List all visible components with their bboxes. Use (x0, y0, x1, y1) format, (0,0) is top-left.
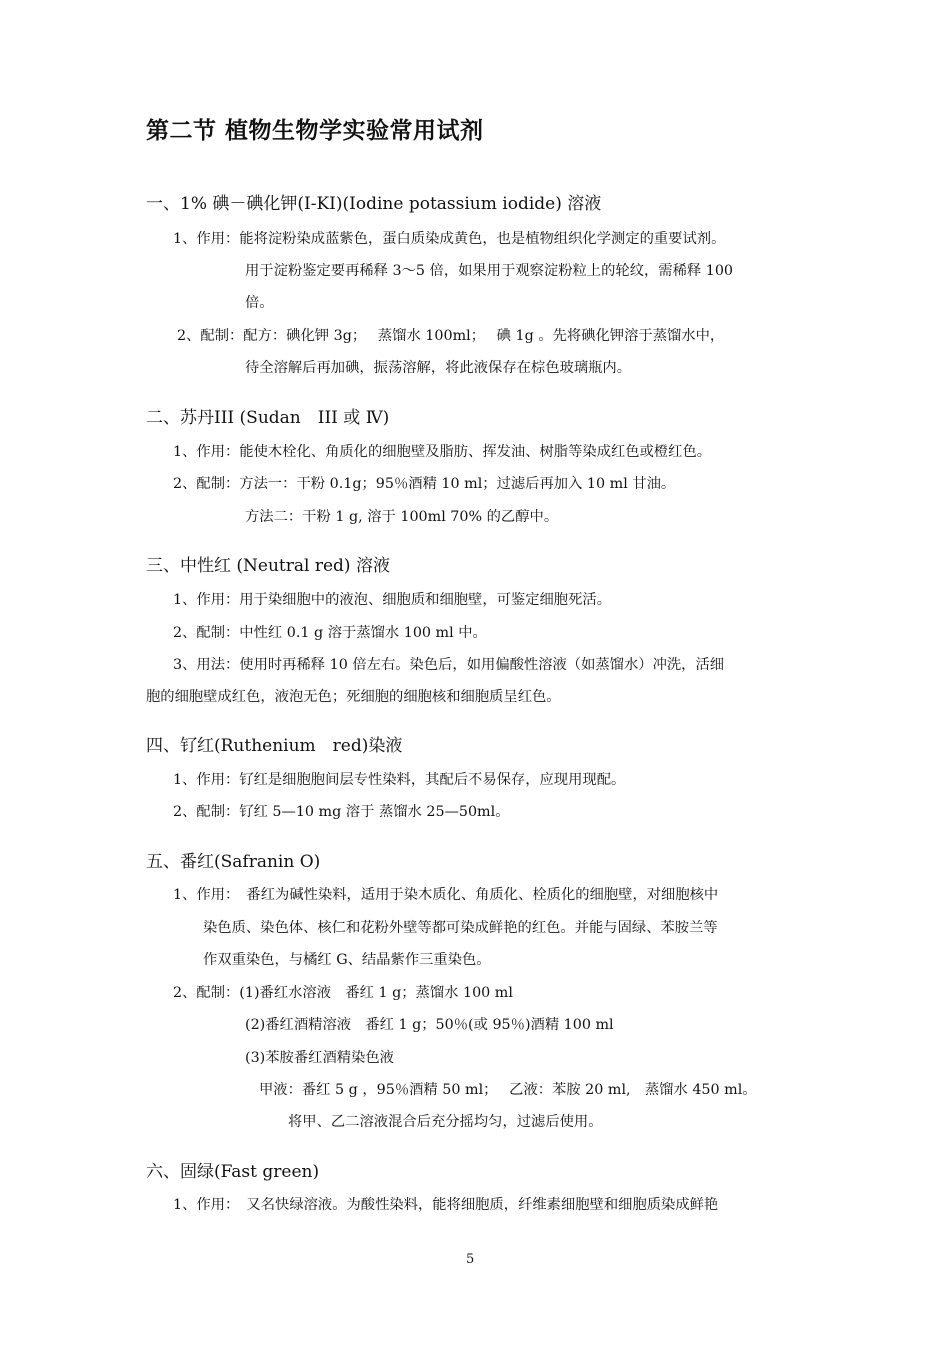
text-line: 将甲、乙二溶液混合后充分摇均匀，过滤后使用。 (288, 1114, 603, 1130)
text-line: 1、作用：能将淀粉染成蓝紫色，蛋白质染成黄色，也是植物组织化学测定的重要试剂。 (173, 231, 726, 247)
text-line: (2)番红酒精溶液 番红 1 g；50％(或 95％)酒精 100 ml (245, 1017, 614, 1033)
text-line: 3、用法：使用时再稀释 10 倍左右。染色后，如用偏酸性溶液（如蒸馏水）冲洗，活细 (173, 657, 725, 673)
text-line: 作双重染色，与橘红 G、结晶紫作三重染色。 (203, 952, 491, 968)
text-line: 1、作用：能使木栓化、角质化的细胞壁及脂肪、挥发油、树脂等染成红色或橙红色。 (173, 444, 712, 460)
section-heading-iodine: 一、1% 碘－碘化钾(I-KI)(Iodine potassium iodide) 溶液 (146, 194, 602, 214)
text-line: 2、配制：钌红 5—10 mg 溶于 蒸馏水 25—50ml。 (173, 804, 510, 820)
text-line: 1、作用： 番红为碱性染料，适用于染木质化、角质化、栓质化的细胞壁，对细胞核中 (173, 887, 719, 903)
text-line: 2、配制：方法一：干粉 0.1g；95％酒精 10 ml；过滤后再加入 10 ml 甘油。 (173, 476, 676, 492)
section-heading-neutral-red: 三、中性红 (Neutral red) 溶液 (146, 556, 390, 576)
section-heading-safranin: 五、番红(Safranin O) (146, 852, 321, 872)
text-line: 胞的细胞壁成红色，液泡无色；死细胞的细胞核和细胞质呈红色。 (146, 689, 561, 705)
page-number: 5 (466, 1252, 475, 1267)
text-line: 甲液：番红 5 g ，95％酒精 50 ml； 乙液：苯胺 20 ml, 蒸馏水 450 ml。 (259, 1082, 757, 1098)
text-line: 待全溶解后再加碘，振荡溶解，将此液保存在棕色玻璃瓶内。 (245, 360, 632, 376)
text-line: 用于淀粉鉴定要再稀释 3～5 倍，如果用于观察淀粉粒上的轮纹，需稀释 100 (245, 263, 734, 279)
text-line: 1、作用：用于染细胞中的液泡、细胞质和细胞壁，可鉴定细胞死活。 (173, 592, 611, 608)
text-line: 倍。 (245, 295, 274, 311)
section-heading-sudan: 二、苏丹III (Sudan III 或 Ⅳ) (146, 408, 390, 428)
page-title: 第二节 植物生物学实验常用试剂 (146, 118, 484, 144)
text-line: (3)苯胺番红酒精染色液 (245, 1050, 394, 1066)
text-line: 2、配制：配方：碘化钾 3g； 蒸馏水 100ml； 碘 1g 。先将碘化钾溶于蒸馏水中， (177, 328, 725, 344)
text-line: 1、作用： 又名快绿溶液。为酸性染料，能将细胞质，纤维素细胞壁和细胞质染成鲜艳 (173, 1197, 719, 1213)
text-line: 2、配制：中性红 0.1 g 溶于蒸馏水 100 ml 中。 (173, 625, 487, 641)
text-line: 方法二：干粉 1 g, 溶于 100ml 70% 的乙醇中。 (245, 509, 559, 525)
section-heading-fast-green: 六、固绿(Fast green) (146, 1162, 320, 1182)
section-heading-ruthenium-red: 四、钌红(Ruthenium red)染液 (146, 736, 403, 756)
text-line: 2、配制：(1)番红水溶液 番红 1 g；蒸馏水 100 ml (173, 985, 513, 1001)
text-line: 染色质、染色体、核仁和花粉外壁等都可染成鲜艳的红色。并能与固绿、苯胺兰等 (203, 920, 718, 936)
text-line: 1、作用：钌红是细胞胞间层专性染料，其配后不易保存，应现用现配。 (173, 772, 626, 788)
